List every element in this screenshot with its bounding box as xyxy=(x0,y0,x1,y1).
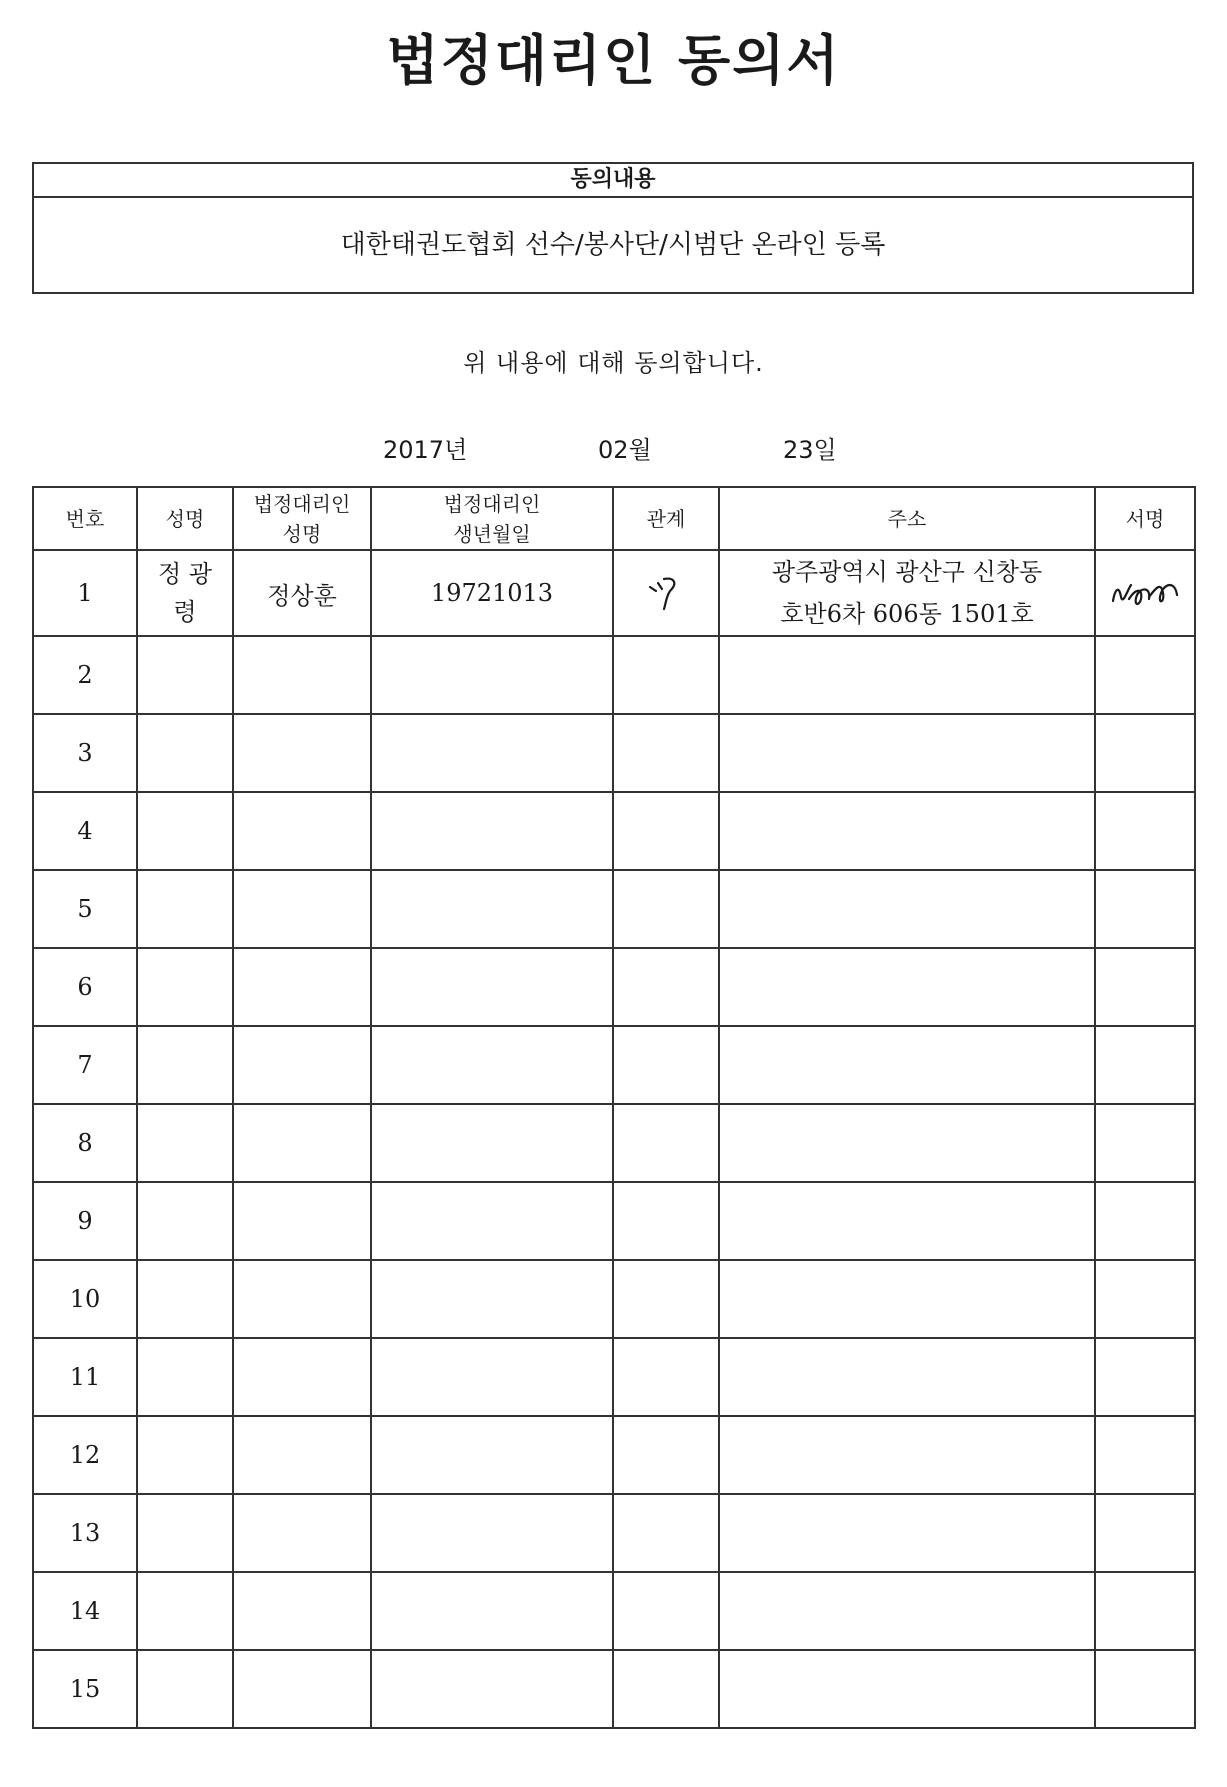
row-name xyxy=(137,1104,233,1182)
header-guardian-name-line2: 성명 xyxy=(282,521,322,546)
row-relation xyxy=(613,1182,719,1260)
row-num: 1 xyxy=(33,550,137,636)
row-guardian-birth xyxy=(371,1494,613,1572)
row-relation xyxy=(613,1338,719,1416)
row-name xyxy=(137,1338,233,1416)
row-num: 8 xyxy=(33,1104,137,1182)
table-row xyxy=(33,1338,1195,1416)
row-signature xyxy=(1095,1572,1195,1650)
row-signature xyxy=(1095,1338,1195,1416)
guardian-table xyxy=(32,486,1196,1729)
row-guardian-birth xyxy=(371,1416,613,1494)
row-guardian-birth xyxy=(371,1182,613,1260)
table-row xyxy=(33,1650,1195,1728)
row-name xyxy=(137,870,233,948)
row-address xyxy=(719,1494,1095,1572)
row-guardian-name xyxy=(233,1494,371,1572)
row-guardian-name: 정상훈 xyxy=(233,550,371,636)
row-relation xyxy=(613,948,719,1026)
table-row xyxy=(33,948,1195,1026)
row-signature xyxy=(1095,1416,1195,1494)
row-num: 15 xyxy=(33,1650,137,1728)
row-address xyxy=(719,1104,1095,1182)
row-signature xyxy=(1095,1494,1195,1572)
date-year: 2017년 xyxy=(383,436,468,464)
row-address xyxy=(719,1026,1095,1104)
row-guardian-birth xyxy=(371,714,613,792)
row-signature xyxy=(1095,636,1195,714)
header-address: 주소 xyxy=(719,487,1095,550)
row-guardian-name xyxy=(233,1104,371,1182)
row-guardian-name xyxy=(233,948,371,1026)
table-row xyxy=(33,1572,1195,1650)
row-guardian-name xyxy=(233,1416,371,1494)
row-guardian-birth xyxy=(371,1026,613,1104)
row-guardian-birth xyxy=(371,1338,613,1416)
row-address xyxy=(719,948,1095,1026)
header-guardian-birth xyxy=(371,487,613,550)
row-signature xyxy=(1095,1104,1195,1182)
table-row xyxy=(33,792,1195,870)
row-guardian-birth xyxy=(371,1104,613,1182)
row-signature xyxy=(1095,1650,1195,1728)
row-relation xyxy=(613,792,719,870)
row-relation xyxy=(613,1260,719,1338)
row-address xyxy=(719,550,1095,636)
row-signature xyxy=(1095,550,1195,636)
row-guardian-name xyxy=(233,1260,371,1338)
row-address xyxy=(719,636,1095,714)
row-num: 13 xyxy=(33,1494,137,1572)
row-name xyxy=(137,948,233,1026)
row-address-line2: 호반6차 606동 1501호 xyxy=(780,600,1034,628)
header-guardian-birth-line1: 법정대리인 xyxy=(443,491,541,516)
table-row xyxy=(33,1260,1195,1338)
table-row xyxy=(33,1026,1195,1104)
row-relation xyxy=(613,1494,719,1572)
row-name xyxy=(137,1494,233,1572)
header-num: 번호 xyxy=(33,487,137,550)
row-signature xyxy=(1095,1182,1195,1260)
row-name xyxy=(137,636,233,714)
row-num: 5 xyxy=(33,870,137,948)
date-month: 02월 xyxy=(598,436,652,464)
agree-statement: 위 내용에 대해 동의합니다. xyxy=(463,349,764,377)
row-signature xyxy=(1095,870,1195,948)
table-header-row xyxy=(33,487,1195,550)
row-signature xyxy=(1095,948,1195,1026)
table-row xyxy=(33,1494,1195,1572)
row-signature xyxy=(1095,792,1195,870)
row-num: 2 xyxy=(33,636,137,714)
row-name xyxy=(137,1572,233,1650)
row-address xyxy=(719,870,1095,948)
row-num: 9 xyxy=(33,1182,137,1260)
row-guardian-name xyxy=(233,870,371,948)
table-row xyxy=(33,636,1195,714)
row-guardian-name xyxy=(233,1650,371,1728)
row-guardian-birth xyxy=(371,1260,613,1338)
consent-content: 대한태권도협회 선수/봉사단/시범단 온라인 등록 xyxy=(340,230,886,260)
row-name xyxy=(137,1416,233,1494)
row-guardian-name xyxy=(233,714,371,792)
row-address xyxy=(719,714,1095,792)
row-name xyxy=(137,792,233,870)
row-name xyxy=(137,714,233,792)
row-guardian-birth xyxy=(371,1572,613,1650)
row-relation xyxy=(613,1026,719,1104)
row-guardian-name xyxy=(233,792,371,870)
row-num: 4 xyxy=(33,792,137,870)
table-row xyxy=(33,1182,1195,1260)
row-guardian-birth xyxy=(371,636,613,714)
row-address xyxy=(719,1572,1095,1650)
row-guardian-name xyxy=(233,1182,371,1260)
row-name-line2: 령 xyxy=(173,598,197,626)
row-guardian-birth xyxy=(371,1650,613,1728)
header-relation: 관계 xyxy=(613,487,719,550)
row-address xyxy=(719,1182,1095,1260)
table-row xyxy=(33,1416,1195,1494)
row-name xyxy=(137,1650,233,1728)
row-relation xyxy=(613,870,719,948)
table-row xyxy=(33,1104,1195,1182)
header-signature: 서명 xyxy=(1095,487,1195,550)
row-num: 7 xyxy=(33,1026,137,1104)
row-relation xyxy=(613,1650,719,1728)
table-row xyxy=(33,870,1195,948)
row-num: 3 xyxy=(33,714,137,792)
row-name xyxy=(137,1026,233,1104)
row-num: 14 xyxy=(33,1572,137,1650)
header-guardian-birth-line2: 생년월일 xyxy=(453,521,531,546)
row-relation xyxy=(613,1104,719,1182)
row-num: 6 xyxy=(33,948,137,1026)
table-row xyxy=(33,714,1195,792)
row-name xyxy=(137,550,233,636)
header-guardian-name-line1: 법정대리인 xyxy=(253,491,351,516)
row-relation xyxy=(613,714,719,792)
consent-heading: 동의내용 xyxy=(34,164,1192,198)
row-address xyxy=(719,1338,1095,1416)
row-address-line1: 광주광역시 광산구 신창동 xyxy=(771,558,1043,586)
header-guardian-name xyxy=(233,487,371,550)
row-guardian-birth xyxy=(371,870,613,948)
row-relation xyxy=(613,1416,719,1494)
row-name-line1: 정 광 xyxy=(158,560,212,588)
row-relation xyxy=(613,550,719,636)
row-guardian-name xyxy=(233,636,371,714)
row-address xyxy=(719,1650,1095,1728)
row-name xyxy=(137,1260,233,1338)
row-address xyxy=(719,1260,1095,1338)
row-name xyxy=(137,1182,233,1260)
row-num: 10 xyxy=(33,1260,137,1338)
table-row xyxy=(33,550,1195,636)
row-guardian-birth xyxy=(371,948,613,1026)
row-relation xyxy=(613,636,719,714)
date-day: 23일 xyxy=(783,436,837,464)
row-signature xyxy=(1095,1260,1195,1338)
row-signature xyxy=(1095,1026,1195,1104)
row-num: 11 xyxy=(33,1338,137,1416)
header-name: 성명 xyxy=(137,487,233,550)
row-guardian-name xyxy=(233,1338,371,1416)
row-address xyxy=(719,1416,1095,1494)
consent-box xyxy=(32,162,1194,294)
row-signature xyxy=(1095,714,1195,792)
row-guardian-name xyxy=(233,1572,371,1650)
row-guardian-name xyxy=(233,1026,371,1104)
row-guardian-birth xyxy=(371,792,613,870)
row-relation xyxy=(613,1572,719,1650)
row-guardian-birth: 19721013 xyxy=(371,550,613,636)
row-address xyxy=(719,792,1095,870)
document-title: 법정대리인 동의서 xyxy=(386,29,841,92)
row-num: 12 xyxy=(33,1416,137,1494)
signature-handwriting xyxy=(1105,571,1185,615)
relation-handwriting-mark xyxy=(644,573,688,613)
